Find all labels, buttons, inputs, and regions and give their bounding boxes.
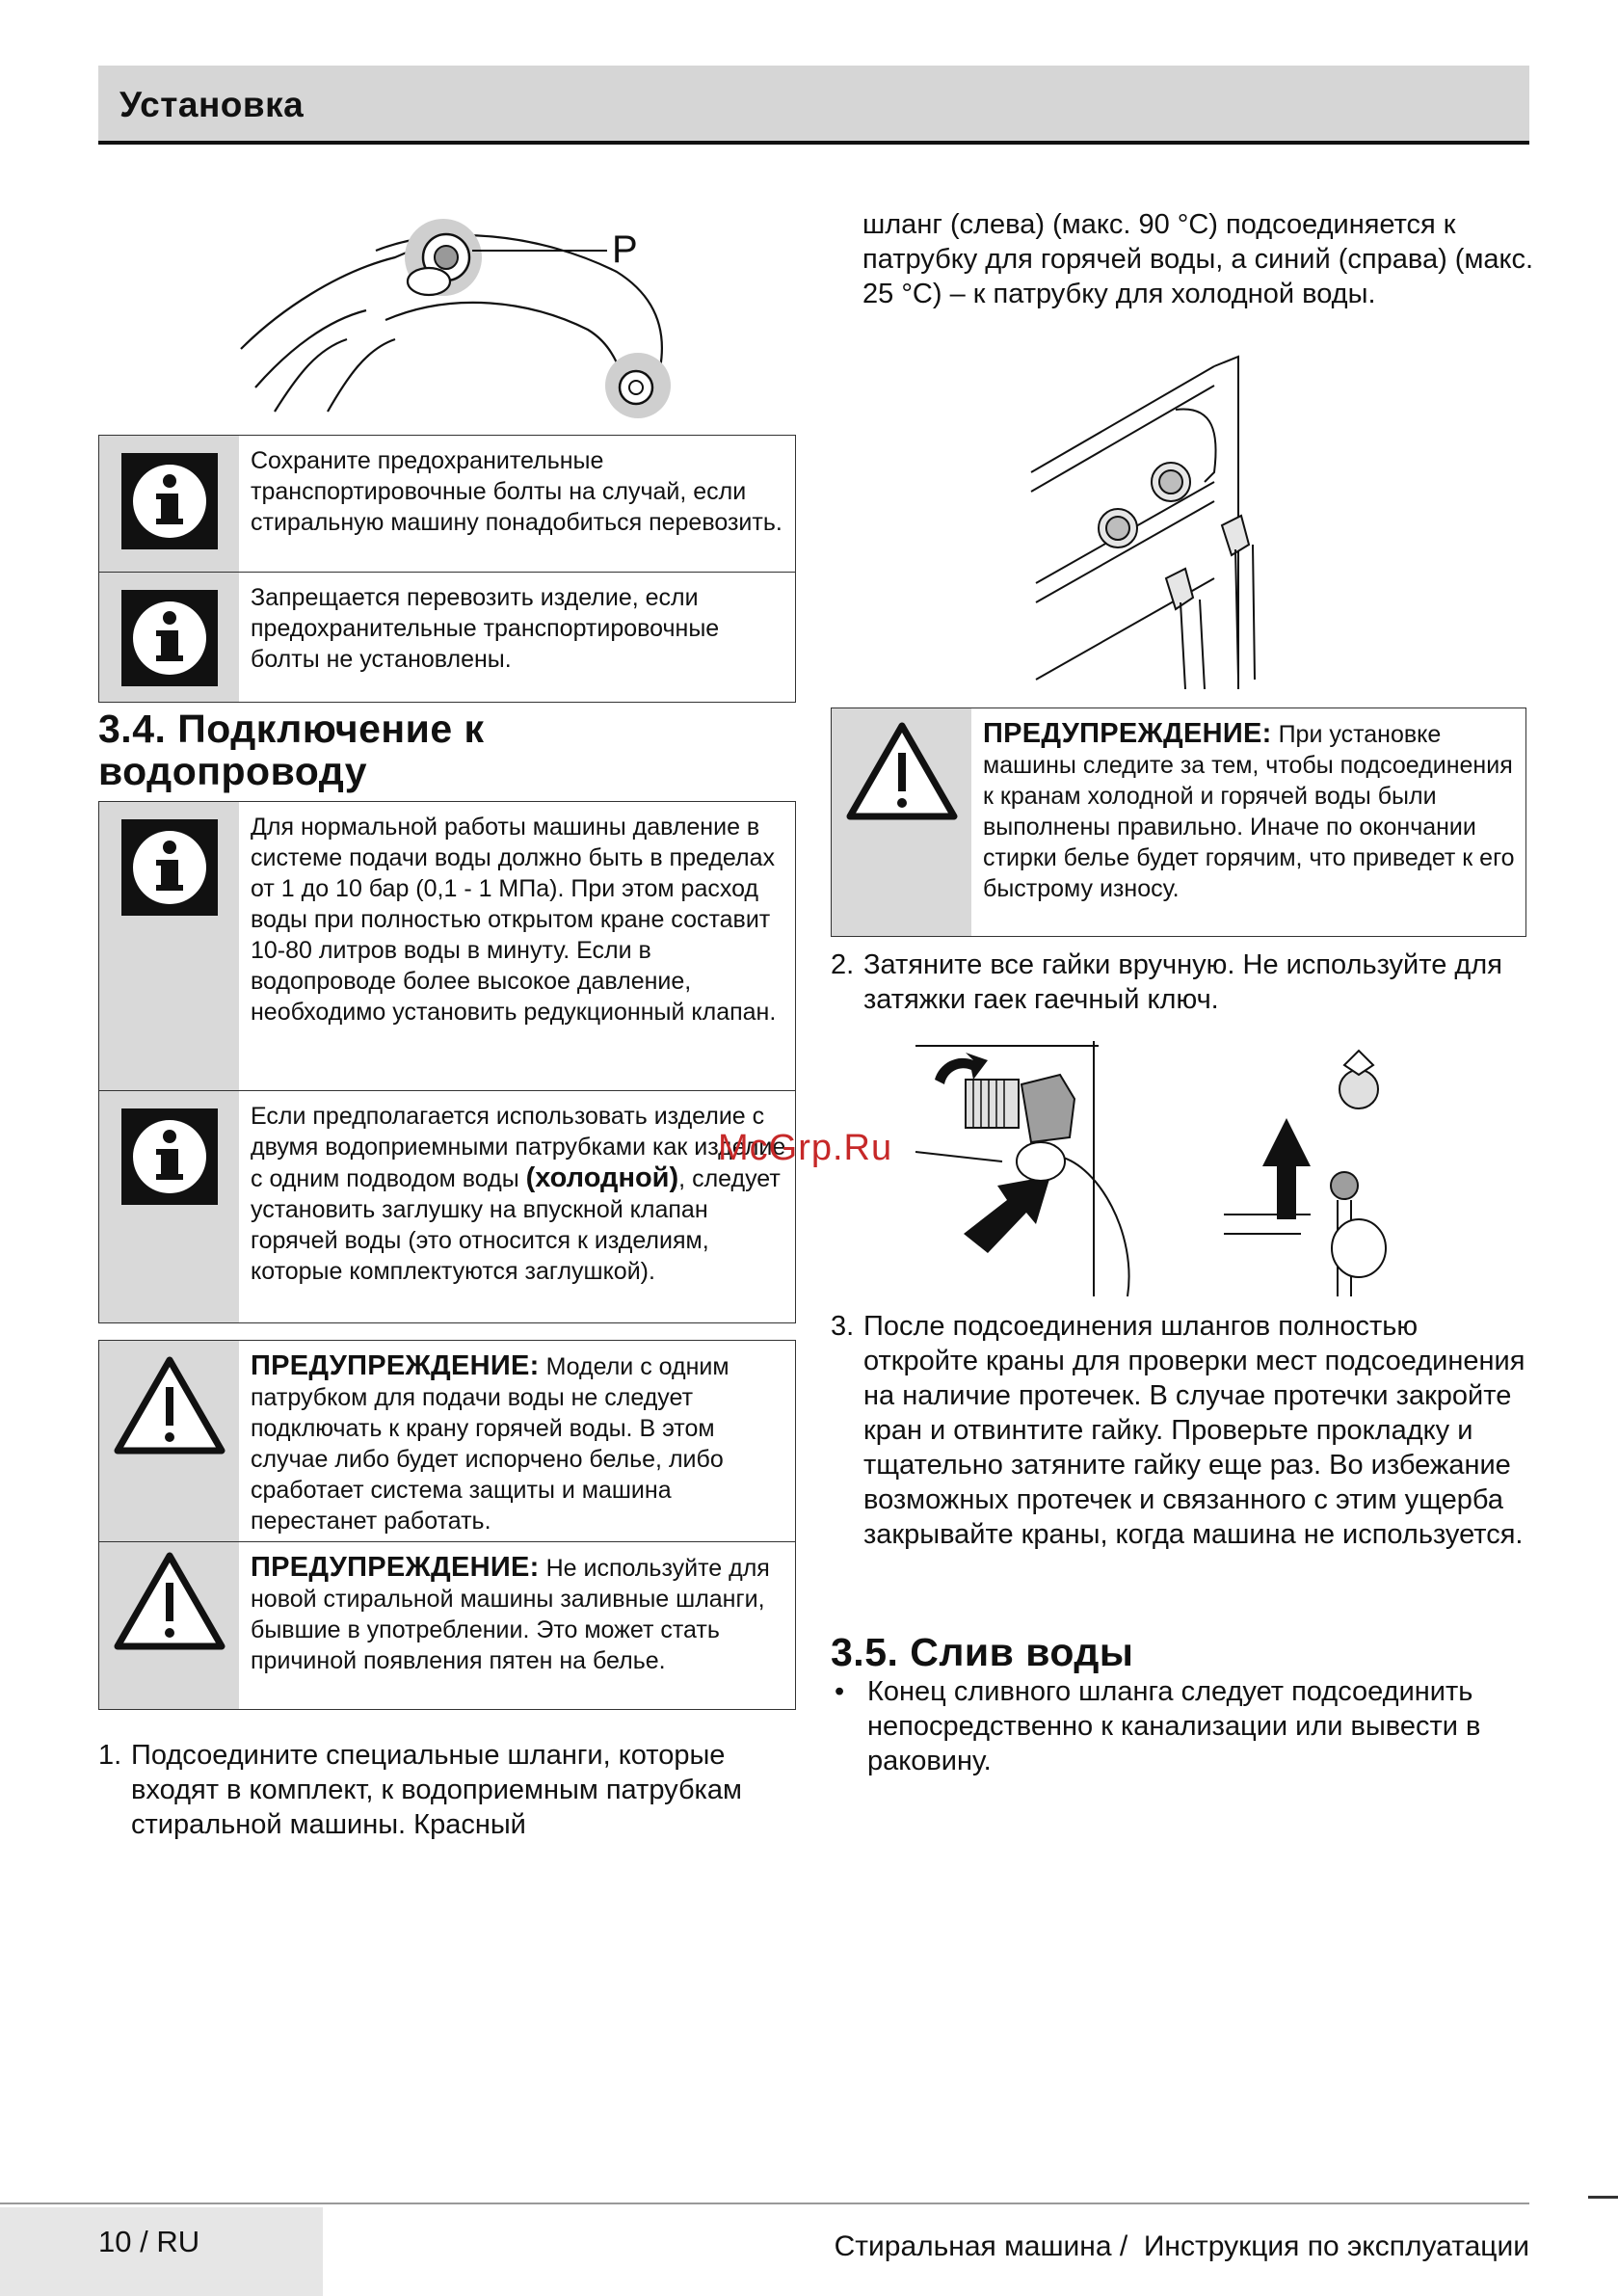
warning-icon-cell (99, 1341, 239, 1541)
info-note (99, 572, 795, 702)
figure-label-p: P (612, 228, 638, 271)
info-icon-cell (99, 1091, 239, 1322)
info-note (99, 802, 795, 1090)
document-title: Стиральная машина / Инструкция по эксплуатации (834, 2230, 1529, 2262)
warning-title: ПРЕДУПРЕЖДЕНИЕ: (983, 718, 1272, 749)
bullet-3-5 (831, 1674, 1534, 1778)
info-icon-cell (99, 436, 239, 572)
warning-text: Не используйте для новой стиральной машины заливные шланги, бывшие в употреблении. Это может стать причиной появления пятен на белье. (251, 1555, 770, 1674)
warning-text: Модели с одним патрубком для подачи воды не следует подключать к крану горячей воды. В этом случае либо будет испорчено белье, либо сработает система защиты и машина перестанет работать. (251, 1353, 729, 1535)
warning-icon-cell (99, 1542, 239, 1709)
step-number: 2. (831, 949, 855, 980)
info-note-text: Для нормальной работы машины давление в системе подачи воды должно быть в пределах от 1 до 10 бар (0,1 - 1 МПа). При этом расход воды при полностью открытом кране составит 10-80 литров воды в минуту. Если в водопроводе более высокое давление, необходимо установить редукционный клапан. (251, 814, 777, 1026)
bullet-text: Конец сливного шланга следует подсоединить непосредственно к канализации или вывести в раковину. (867, 1676, 1481, 1776)
info-note-text (239, 1091, 795, 1322)
section-heading-line: водопроводу (98, 749, 368, 793)
info-note-text: Запрещается перевозить изделие, если предохранительные транспортировочные болты не установлены. (251, 584, 720, 673)
bullet-mark: • (835, 1676, 845, 1707)
section-heading-3-5: 3.5. Слив воды (831, 1630, 1134, 1674)
info-icon (121, 819, 218, 916)
warning-note-right (831, 707, 1526, 937)
warning-triangle-icon (112, 1550, 227, 1654)
section-heading-3-4 (98, 707, 792, 792)
info-icon-cell (99, 802, 239, 1090)
step-text: После подсоединения шлангов полностью откройте краны для проверки мест подсоединения на наличие протечек. В случае протечки закройте кран и отвинтите гайку. Проверьте прокладку и тщательно затяните гайку еще раз. Во избежание возможных протечек и связанного с этим ущерба закрывайте краны, когда машина не используется. (863, 1311, 1525, 1550)
footer-tick (1588, 2196, 1618, 2199)
warning-title: ПРЕДУПРЕЖДЕНИЕ: (251, 1552, 540, 1583)
warning-triangle-icon (112, 1354, 227, 1458)
info-icon-cell (99, 573, 239, 702)
warning-notes-left (98, 1340, 796, 1710)
tighten-nut-illustration (906, 1041, 1446, 1296)
step-text: Подсоедините специальные шланги, которые входят в комплект, к водоприемным патрубкам стиральной машины. Красный (131, 1740, 742, 1840)
step-1 (98, 1738, 802, 1842)
info-note-text: Сохраните предохранительные транспортировочные болты на случай, если стиральную машину понадобиться перевозить. (251, 447, 782, 536)
warning-title: ПРЕДУПРЕЖДЕНИЕ: (251, 1350, 540, 1381)
step-number: 1. (98, 1740, 122, 1771)
step-text: Затяните все гайки вручную. Не используйте для затяжки гаек гаечный ключ. (863, 949, 1502, 1015)
info-notes-water (98, 801, 796, 1323)
watermark: McGrp.Ru (718, 1128, 893, 1168)
warning-note (99, 1341, 795, 1541)
page-number: 10 / RU (98, 2225, 200, 2258)
step-2 (831, 948, 1534, 1017)
step-number: 3. (831, 1311, 855, 1342)
info-icon (121, 1108, 218, 1205)
info-icon (121, 590, 218, 686)
step-1-continuation: шланг (слева) (макс. 90 °C) подсоединяется к патрубку для горячей воды, а синий (справа) (макс. 25 °C) – к патрубку для холодной воды. (862, 209, 1534, 309)
page-title: Установка (119, 85, 305, 124)
note-text-bold: (холодной) (525, 1162, 679, 1193)
page-header (98, 66, 1529, 145)
bolt-cap-illustration (222, 204, 723, 421)
warning-icon-cell (832, 708, 971, 936)
note-text-part: Если предполагается использовать изделие с двумя водоприемными патрубками как изделие с одним подводом воды (251, 1103, 786, 1192)
warning-triangle-icon (844, 720, 960, 824)
section-heading-line: 3.4. Подключение к (98, 707, 485, 751)
info-note (99, 436, 795, 572)
note-text-part: , следует установить заглушку на впускной клапан горячей воды (это относится к изделиям, которые комплектуются заглушкой). (251, 1165, 781, 1285)
inlet-connection-illustration (1021, 347, 1262, 689)
warning-note (99, 1541, 795, 1709)
warning-text: При установке машины следите за тем, чтобы подсоединения к кранам холодной и горячей воды были выполнены правильно. Иначе по окончании стирки белье будет горячим, что приведет к его быстрому износу. (983, 721, 1515, 902)
info-icon (121, 453, 218, 549)
info-notes-transport (98, 435, 796, 703)
step-3 (831, 1309, 1534, 1552)
warning-note (832, 708, 1525, 936)
footer-divider (0, 2203, 1529, 2204)
info-note (99, 1090, 795, 1322)
